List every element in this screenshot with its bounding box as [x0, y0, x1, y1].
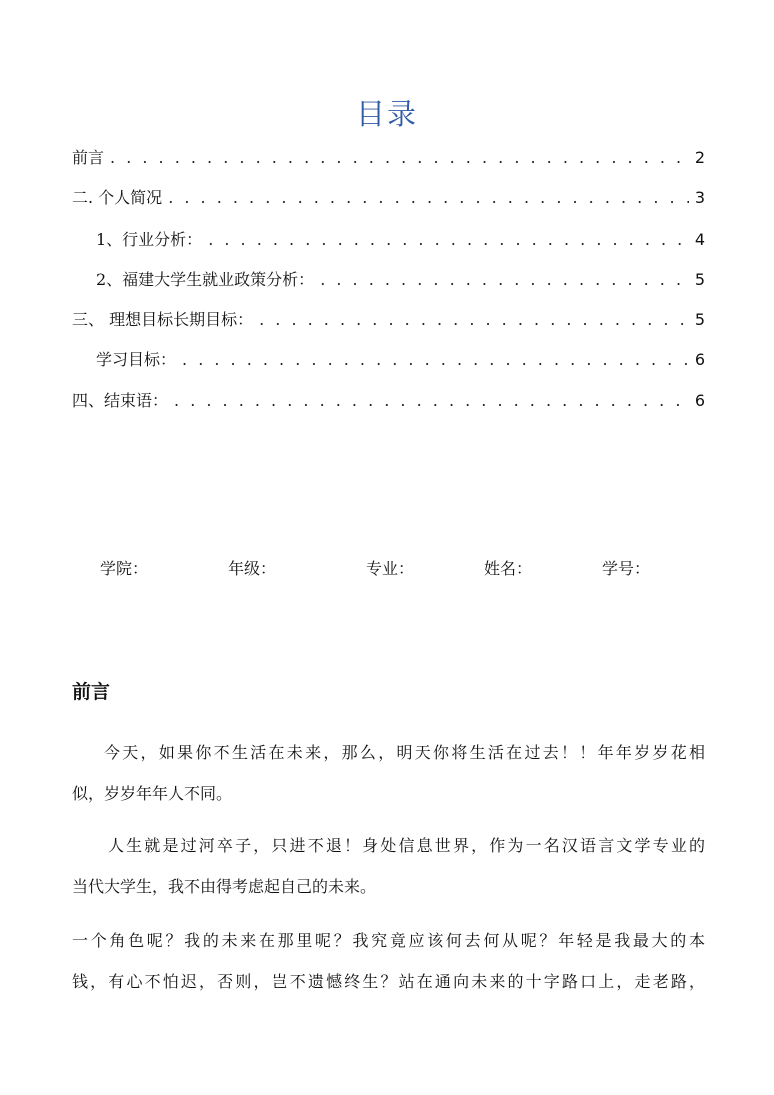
toc-entry[interactable]	[72, 388, 705, 414]
toc-leader-dots	[259, 310, 689, 329]
toc-leader-dots	[168, 188, 689, 207]
toc-entry-label: 二. 个人简况	[72, 188, 163, 207]
toc-entry[interactable]	[96, 267, 705, 293]
preface-paragraph-2	[72, 825, 705, 907]
toc-entry-page: 4	[694, 230, 705, 249]
toc-entry-label: 2、福建大学生就业政策分析：	[96, 270, 315, 289]
paragraph-line: 钱，有心不怕迟，否则，岂不遗憾终生？站在通向未来的十字路口上，走老路，	[72, 972, 705, 991]
preface-paragraph-1	[72, 732, 705, 814]
preface-heading: 前言	[72, 681, 111, 703]
toc-entry-label: 四、结束语：	[72, 391, 169, 410]
toc-entry-page: 3	[694, 188, 705, 207]
toc-entry[interactable]	[72, 185, 705, 211]
toc-entry-page: 2	[694, 148, 705, 167]
student-id-label: 学号：	[602, 559, 651, 578]
toc-entry[interactable]	[72, 145, 705, 171]
toc-leader-dots	[110, 148, 689, 167]
paragraph-line: 一个角色呢？我的未来在那里呢？我究竟应该何去何从呢？年轻是我最大的本	[72, 931, 705, 950]
college-label: 学院：	[100, 559, 149, 578]
paragraph-line: 今天，如果你不生活在未来，那么，明天你将生活在过去！！年年岁岁花相	[104, 743, 705, 762]
toc-title: 目录	[355, 97, 418, 131]
toc-entry-label: 前言	[72, 148, 105, 167]
toc-entry-page: 6	[694, 391, 705, 410]
name-label: 姓名：	[484, 559, 533, 578]
paragraph-line: 当代大学生，我不由得考虑起自己的未来。	[72, 877, 377, 896]
toc-leader-dots	[182, 350, 689, 369]
toc-leader-dots	[208, 230, 689, 249]
toc-entry-label: 三、 理想目标长期目标：	[72, 310, 254, 329]
paragraph-line: 似，岁岁年年人不同。	[72, 784, 233, 803]
preface-paragraph-3	[72, 920, 705, 1002]
toc-entry-label: 1、行业分析：	[96, 230, 203, 249]
toc-entry-page: 6	[694, 350, 705, 369]
toc-leader-dots	[174, 391, 689, 410]
toc-entry[interactable]	[72, 307, 705, 333]
toc-entry-page: 5	[694, 270, 705, 289]
paragraph-line: 人生就是过河卒子，只进不退！身处信息世界，作为一名汉语言文学专业的	[108, 836, 705, 855]
grade-label: 年级：	[228, 559, 277, 578]
toc-entry[interactable]	[96, 227, 705, 253]
toc-leader-dots	[320, 270, 689, 289]
student-info-row	[0, 556, 774, 580]
toc-entry[interactable]	[96, 347, 705, 373]
toc-entry-label: 学习目标：	[96, 350, 177, 369]
major-label: 专业：	[366, 559, 415, 578]
toc-entry-page: 5	[694, 310, 705, 329]
